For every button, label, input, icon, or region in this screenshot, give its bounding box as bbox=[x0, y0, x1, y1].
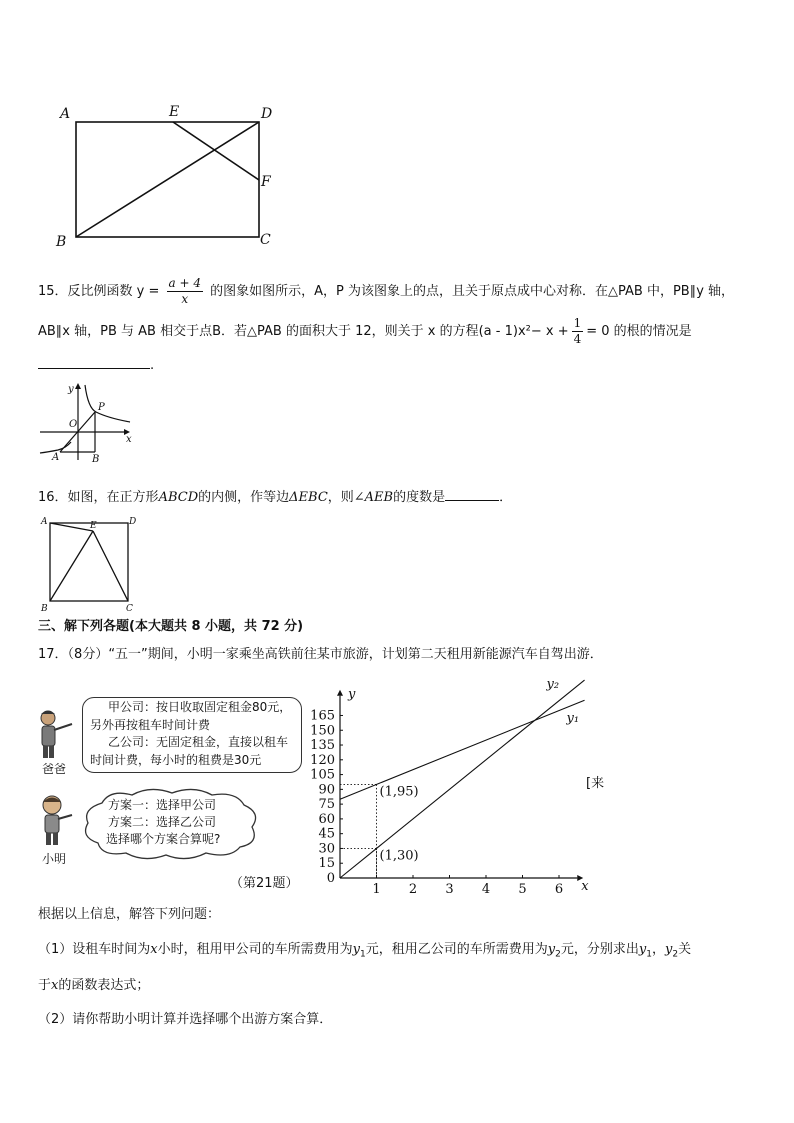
q15-answer-line: . bbox=[38, 356, 154, 375]
dad-arm bbox=[54, 724, 72, 730]
y-axis-arrow bbox=[337, 690, 343, 696]
dad-figure bbox=[36, 708, 76, 760]
label-D: D bbox=[129, 517, 137, 527]
q15-fraction: $\frac{a + 4}{x}$ bbox=[168, 276, 202, 306]
label-B: B bbox=[41, 604, 48, 614]
label-F: F bbox=[261, 174, 271, 190]
company-info-text: 甲公司：按日收取固定租金80元， 另外再按租车时间计费 乙公司：无固定租金，直接以租车 时间计费，每小时的租费是30元 bbox=[90, 700, 292, 767]
y-tick-label: 15 bbox=[318, 856, 335, 872]
dad-label: 爸爸 bbox=[42, 762, 67, 776]
y-tick-label: 120 bbox=[310, 752, 335, 768]
son-leg-left bbox=[46, 833, 51, 845]
label-A: A bbox=[60, 106, 71, 122]
point-annotation: (1,30) bbox=[379, 848, 419, 864]
y-tick-label: 0 bbox=[326, 871, 335, 886]
q15-fraction-quarter: $\frac{1}{4}$ bbox=[573, 316, 582, 346]
x-tick-label: 6 bbox=[554, 882, 564, 894]
dad-hair bbox=[41, 711, 55, 714]
series-label-y2: y₂ bbox=[546, 676, 560, 692]
q17-part1-line2: 于x的函数表达式； bbox=[38, 978, 150, 993]
label-C: C bbox=[126, 604, 133, 614]
label-D: D bbox=[261, 106, 273, 122]
label-A: A bbox=[52, 452, 60, 463]
point-annotation: (1,95) bbox=[379, 784, 419, 800]
label-E: E bbox=[90, 521, 97, 531]
label-y: y bbox=[68, 384, 74, 395]
q16-answer-blank bbox=[445, 488, 499, 501]
x-tick-label: 2 bbox=[408, 882, 418, 894]
segment-AE bbox=[50, 523, 93, 531]
section3-heading: 三、解下列各题(本大题共 8 小题，共 72 分) bbox=[38, 619, 304, 634]
x-tick-label: 1 bbox=[372, 882, 381, 894]
son-figure bbox=[38, 793, 78, 849]
segment-CE bbox=[93, 531, 128, 601]
y-tick-label: 30 bbox=[318, 841, 335, 857]
segment-BD bbox=[76, 122, 259, 237]
label-E: E bbox=[169, 104, 180, 120]
square-outline bbox=[50, 523, 128, 601]
series-line-y1 bbox=[340, 700, 585, 799]
stray-text: [来 bbox=[586, 776, 605, 791]
y-tick-label: 45 bbox=[318, 826, 335, 842]
x-tick-label: 5 bbox=[518, 882, 527, 894]
son-body bbox=[45, 815, 59, 833]
y-tick-label: 150 bbox=[310, 723, 335, 739]
x-tick-label: 4 bbox=[481, 882, 491, 894]
dad-body bbox=[42, 726, 55, 746]
q17-part1-line1: （1）设租车时间为x小时，租用甲公司的车所需费用为$y_1$元，租用乙公司的车所需费用为$y_2$元，分别求出$y_1$，$y_2$关 bbox=[38, 942, 692, 960]
plan-text: 方案一：选择甲公司 方案二：选择乙公司 选择哪个方案合算呢? bbox=[106, 798, 221, 846]
q17-intro: 17．（8分）“五一”期间，小明一家乘坐高铁前往某市旅游，计划第二天租用新能源汽车自驾出游． bbox=[38, 647, 603, 662]
q17-prompt: 根据以上信息，解答下列问题： bbox=[38, 907, 221, 922]
y-tick-label: 165 bbox=[310, 708, 335, 724]
rectangle-figure bbox=[50, 98, 290, 253]
y-tick-label: 90 bbox=[318, 782, 335, 798]
square-figure bbox=[38, 515, 148, 615]
son-label: 小明 bbox=[42, 852, 67, 866]
son-leg-right bbox=[53, 833, 58, 845]
y-tick-label: 135 bbox=[310, 738, 335, 754]
series-label-y1: y₁ bbox=[566, 711, 580, 727]
hyperbola-figure bbox=[36, 380, 146, 465]
segment-BE bbox=[50, 531, 93, 601]
label-P: P bbox=[98, 402, 105, 413]
rental-cost-chart bbox=[300, 672, 600, 894]
x-axis-label: x bbox=[581, 879, 589, 894]
q15-answer-blank bbox=[38, 356, 150, 369]
x-tick-label: 3 bbox=[445, 882, 454, 894]
son-arm bbox=[58, 815, 72, 819]
dad-leg-right bbox=[49, 746, 54, 758]
q16-number: 16． bbox=[38, 490, 68, 505]
q15-number: 15． bbox=[38, 284, 68, 299]
label-C: C bbox=[260, 232, 271, 248]
y-axis-label: y bbox=[348, 686, 356, 702]
y-tick-label: 60 bbox=[318, 811, 335, 827]
q15-line2: AB∥x 轴，PB 与 AB 相交于点B．若△PAB 的面积大于 12，则关于 x 的方程(a - 1)x²− x + $\frac{1}{4}$ = 0 的根的情况是 bbox=[38, 316, 692, 346]
label-B: B bbox=[92, 454, 100, 465]
y-tick-label: 105 bbox=[310, 767, 335, 783]
q17-part2: （2）请你帮助小明计算并选择哪个出游方案合算． bbox=[38, 1012, 333, 1027]
q16-line: 16．如图，在正方形ABCD的内侧，作等边ΔEBC，则∠AEB的度数是 ． bbox=[38, 490, 513, 505]
dad-leg-left bbox=[43, 746, 48, 758]
label-A: A bbox=[41, 517, 48, 527]
label-O: O bbox=[69, 419, 78, 430]
label-x: x bbox=[126, 434, 132, 445]
figure-caption: （第21题） bbox=[230, 876, 299, 891]
y-arrow bbox=[75, 383, 81, 389]
label-B: B bbox=[56, 234, 67, 250]
y-tick-label: 75 bbox=[318, 797, 335, 813]
q15-line1: 15．反比例函数 y = $\frac{a + 4}{x}$ 的图象如图所示，A，P 为该图象上的点，且关于原点成中心对称．在△PAB 中，PB∥y 轴， bbox=[38, 276, 735, 306]
